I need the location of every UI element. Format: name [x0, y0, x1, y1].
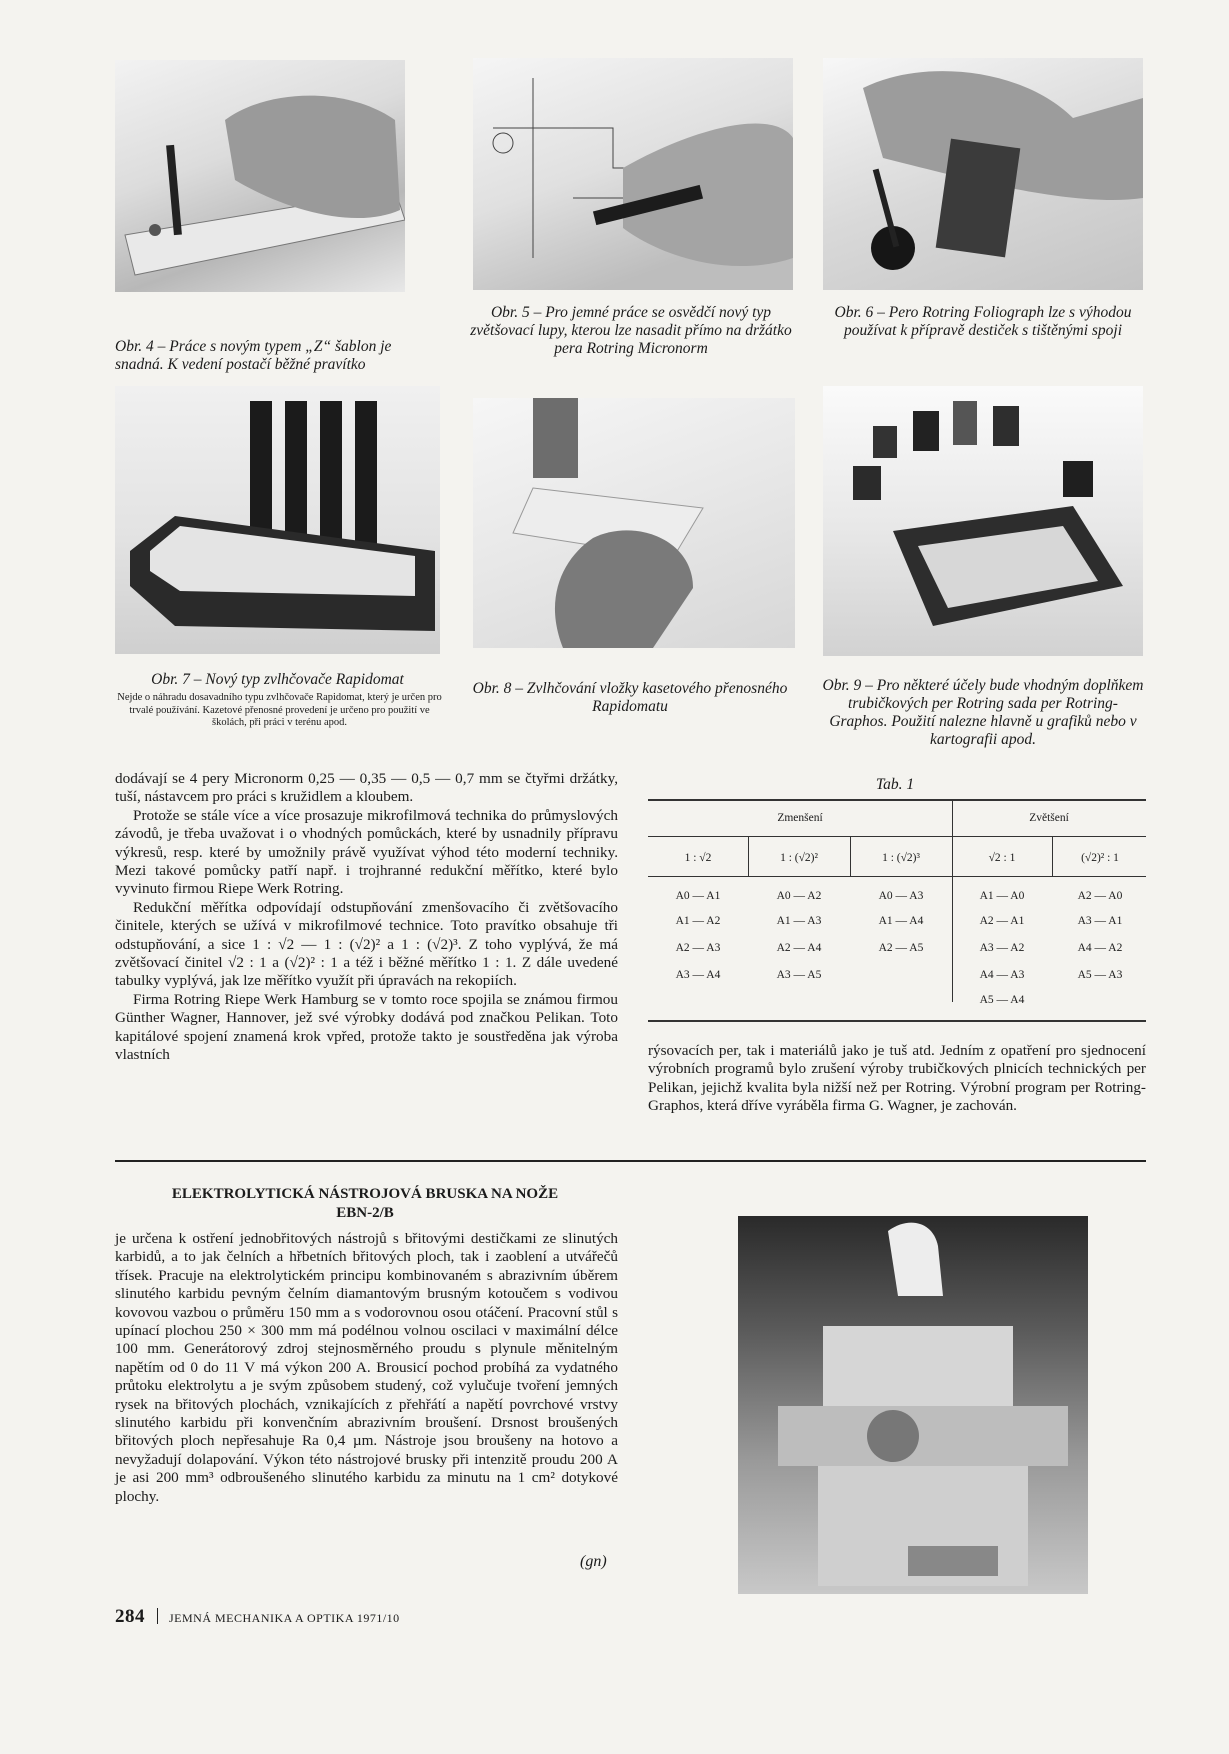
- table-cell: A3 — A1: [1077, 915, 1123, 927]
- page-number: 284: [115, 1606, 145, 1627]
- caption-obr6: Obr. 6 – Pero Rotring Foliograph lze s výhodou používat k přípravě destiček s tištěnými spoji: [834, 304, 1132, 339]
- table-cell: A4 — A2: [1077, 942, 1123, 954]
- photo-obr5: [473, 58, 793, 290]
- article-paragraph-2: Protože se stále více a více prosazuje mikrofilmová technika do průmyslových závodů, je třeba uvažovat i o vhodných pomůckách, které by usnadnily přípravu výkresů, resp. které by umožnily právě využívat výhod této moderní techniky. Mezi takové pomůcky patří např. i trojhranné redukční měřítko, které bylo vyvinuto firmou Riepe Werk Rotring.: [115, 806, 618, 898]
- table-col-header-4: √2 : 1: [988, 852, 1016, 864]
- caption-obr8: Obr. 8 – Zvlhčování vložky kasetového přenosného Rapidomatu: [472, 680, 788, 715]
- table-cell: A1 — A2: [675, 915, 721, 927]
- table-title: Tab. 1: [875, 776, 915, 793]
- caption-obr5: Obr. 5 – Pro jemné práce se osvědčí nový typ zvětšovací lupy, kterou lze nasadit přímo na držátko pera Rotring Micronorm: [470, 304, 792, 357]
- rapidomat-case-illustration: [115, 386, 440, 654]
- caption-obr7: Obr. 7 – Nový typ zvlhčovače Rapidomat: [151, 671, 404, 688]
- footer-separator: [157, 1608, 158, 1624]
- table-col-header-3: 1 : (√2)³: [882, 852, 920, 864]
- article-right-column: [648, 1042, 1146, 1116]
- photo-obr8: [473, 398, 795, 648]
- section-divider: [115, 1160, 1146, 1162]
- article-paragraph-5: rýsovacích per, tak i materiálů jako je tuš atd. Jedním z opatření pro sjednocení výrobních programů bylo zrušení výroby trubičkových plnicích technických per Pelikan, jejichž kvalita byla nižší než per Rotring. Výrobní program per Rotring-Graphos, která dříve vyráběla firma G. Wagner, je zachován.: [648, 1042, 1146, 1115]
- journal-name: JEMNÁ MECHANIKA A OPTIKA 1971/10: [169, 1611, 400, 1625]
- table-cell: A2 — A4: [776, 942, 822, 954]
- table-cell: A1 — A0: [979, 890, 1025, 902]
- template-drawing-illustration: [115, 60, 405, 292]
- article-left-column: [115, 770, 618, 1065]
- table-cell: A5 — A4: [979, 994, 1025, 1006]
- article-paragraph-1: dodávají se 4 pery Micronorm 0,25 — 0,35 — 0,5 — 0,7 mm se čtyřmi držátky, tuší, nástavcem pro práci s kružidlem a kloubem.: [115, 770, 618, 806]
- table-cell: A5 — A3: [1077, 969, 1123, 981]
- photo-obr4: [115, 60, 405, 292]
- section2-author: (gn): [580, 1553, 607, 1570]
- section2-title-line2: EBN-2/B: [336, 1205, 394, 1221]
- caption-obr4: Obr. 4 – Práce s novým typem „Z“ šablon je snadná. K vedení postačí běžné pravítko: [115, 338, 392, 373]
- graphos-set-illustration: [823, 386, 1143, 656]
- caption-obr9: Obr. 9 – Pro některé účely bude vhodným doplňkem trubičkových per Rotring sada per Rotring-Graphos. Použití nalezne hlavně u grafiků nebo v kartografii apod.: [822, 677, 1144, 748]
- section2-text: je určena k ostření jednobřitových nástrojů s břitovými destičkami ze slinutých karbidů, a to jak čelních a hřbetních břitových ploch, tak i zaoblení a utvářečů třísek. Pracuje na elektrolytickém principu kombinovaném s abrazivním úběrem slinutého karbidu pevným čelním diamantovým brusným kotoučem s vodivou kovovou vazbou o průměru 150 mm a s vodorovnou osou otáčení. Pracovní stůl s upínací plochou 250 × 300 mm má podélnou volnou oscilaci v maximální délce 100 mm. Generátorový zdroj stejnosměrného proudu s plynule měnitelným napětím od 0 do 11 V má výkon 200 A. Brousicí pochod probíhá za vydatného průtoku elektrolytu a je svým způsobem studený, což vylučuje tvoření jemných rysek na břitových plochách, vznikajících z přehřátí a napětí povrchové vrstvy slinutého karbidu při konvenčním abrazivním broušení. Drsnost broušených břitových ploch nepřesahuje Ra 0,4 µm. Nástroje jsou broušeny na hotovo a nevyžadují dolapování. Výkon této nástrojové brusky při intenzitě proudu 200 A je asi 200 mm³ odbroušeného slinutého karbidu za minutu na 1 cm² dotykové plochy.: [115, 1230, 618, 1505]
- table-group-zvetseni: Zvětšení: [1029, 812, 1069, 824]
- table-cell: A0 — A1: [675, 890, 721, 902]
- table-col-header-2: 1 : (√2)²: [780, 852, 818, 864]
- photo-obr6: [823, 58, 1143, 290]
- table-col-header-1: 1 : √2: [684, 852, 712, 864]
- table-cell: A2 — A0: [1077, 890, 1123, 902]
- table-cell: A1 — A3: [776, 915, 822, 927]
- table-group-zmenseni: Zmenšení: [777, 812, 823, 824]
- foliograph-pen-illustration: [823, 58, 1143, 290]
- article-paragraph-4: Firma Rotring Riepe Werk Hamburg se v tomto roce spojila se známou firmou Günther Wagner, Hannover, jež své výrobky dodává pod značkou Pelikan. Toto kapitálové spojení znamená krok vpřed, protože takto je soustředěna jak výroba vlastních: [115, 990, 618, 1064]
- grinder-machine-illustration: [738, 1216, 1088, 1594]
- table-cell: A2 — A3: [675, 942, 721, 954]
- page-footer: [115, 1606, 400, 1628]
- photo-obr7: [115, 386, 440, 654]
- table-col-header-5: (√2)² : 1: [1081, 852, 1119, 864]
- article-paragraph-3: Redukční měřítka odpovídají odstupňování zmenšovacího či zvětšovacího činitele, kterých se užívá v mikrofilmové technice. Toto pravítko obsahuje tři odstupňování, a sice 1 : √2 — 1 : (√2)² a 1 : (√2)³. Z toho vyplývá, že má zvětšovací činitel √2 : 1 a (√2)² : 1 a též i běžné měřítko 1 : 1. Z dále uvedené tabulky vyplývá, jak lze měřítko využít při úpravách na rekopiích.: [115, 898, 618, 990]
- table-cell: A3 — A5: [776, 969, 822, 981]
- table-cell: A4 — A3: [979, 969, 1025, 981]
- table-cell: A0 — A2: [776, 890, 822, 902]
- table-cell: A2 — A1: [979, 915, 1025, 927]
- note-obr7: Nejde o náhradu dosavadního typu zvlhčovače Rapidomat, který je určen pro trvalé používání. Kazetové přenosné provedení je určeno pro použití ve školách, při práci v terénu apod.: [117, 692, 442, 728]
- table-cell: A3 — A4: [675, 969, 721, 981]
- magnifier-drawing-illustration: [473, 58, 793, 290]
- section2-title-line1: ELEKTROLYTICKÁ NÁSTROJOVÁ BRUSKA NA NOŽE: [171, 1186, 559, 1202]
- photo-obr9: [823, 386, 1143, 656]
- table-cell: A0 — A3: [878, 890, 924, 902]
- humidifier-insert-illustration: [473, 398, 795, 648]
- photo-grinder-ebn2b: [738, 1216, 1088, 1594]
- table-cell: A1 — A4: [878, 915, 924, 927]
- table-cell: A3 — A2: [979, 942, 1025, 954]
- table-cell: A2 — A5: [878, 942, 924, 954]
